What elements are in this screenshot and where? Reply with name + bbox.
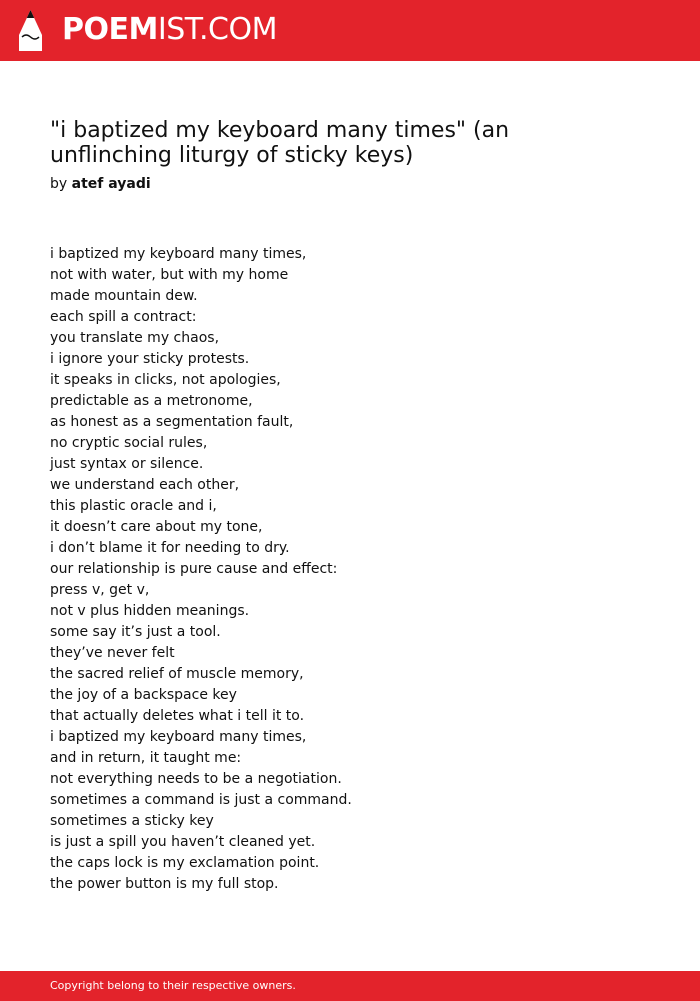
poem-line: it speaks in clicks, not apologies, <box>50 372 281 388</box>
poem-line: i ignore your sticky protests. <box>50 351 250 367</box>
poem-line: the caps lock is my exclamation point. <box>50 855 320 871</box>
poem-line: you translate my chaos, <box>50 330 220 346</box>
poem-line: sometimes a command is just a command. <box>50 792 352 808</box>
by-label: by <box>50 176 68 192</box>
poem-line: i baptized my keyboard many times, <box>50 246 307 262</box>
poem-line: predictable as a metronome, <box>50 393 253 409</box>
copyright-text: Copyright belong to their respective owners. <box>50 979 296 992</box>
logo-bold-text: POEM <box>62 12 158 47</box>
poem-line: press v, get v, <box>50 582 150 598</box>
poem-line: the sacred relief of muscle memory, <box>50 666 304 682</box>
poem-line: our relationship is pure cause and effect: <box>50 561 338 577</box>
poem-title: "i baptized my keyboard many times" (an unflinching liturgy of sticky keys) <box>50 118 510 168</box>
poem-line: each spill a contract: <box>50 309 197 325</box>
author-name: atef ayadi <box>71 176 151 192</box>
poem-line: just syntax or silence. <box>50 456 204 472</box>
poem-line: we understand each other, <box>50 477 240 493</box>
poem-line: i don’t blame it for needing to dry. <box>50 540 290 556</box>
site-header <box>0 0 700 61</box>
poem-line: not with water, but with my home <box>50 267 289 283</box>
poem-line: and in return, it taught me: <box>50 750 242 766</box>
site-footer <box>0 971 700 1001</box>
poem-line: no cryptic social rules, <box>50 435 208 451</box>
poem-line: sometimes a sticky key <box>50 813 214 829</box>
pencil-tip-icon <box>17 9 44 52</box>
poem-line: not v plus hidden meanings. <box>50 603 250 619</box>
poem-line: as honest as a segmentation fault, <box>50 414 294 430</box>
logo-light-text: IST.COM <box>157 12 277 47</box>
poem-line: i baptized my keyboard many times, <box>50 729 307 745</box>
poem-line: the joy of a backspace key <box>50 687 237 703</box>
poem-line: they’ve never felt <box>50 645 175 661</box>
poem-line: some say it’s just a tool. <box>50 624 221 640</box>
poem-line: the power button is my full stop. <box>50 876 279 892</box>
poem-line: not everything needs to be a negotiation. <box>50 771 342 787</box>
poem-line: that actually deletes what i tell it to. <box>50 708 305 724</box>
poem-line: it doesn’t care about my tone, <box>50 519 263 535</box>
byline <box>50 174 151 194</box>
poem-line: this plastic oracle and i, <box>50 498 217 514</box>
poem-line: made mountain dew. <box>50 288 198 304</box>
site-logo[interactable] <box>62 12 277 48</box>
poem-line: is just a spill you haven’t cleaned yet. <box>50 834 316 850</box>
poem-body <box>50 244 352 895</box>
